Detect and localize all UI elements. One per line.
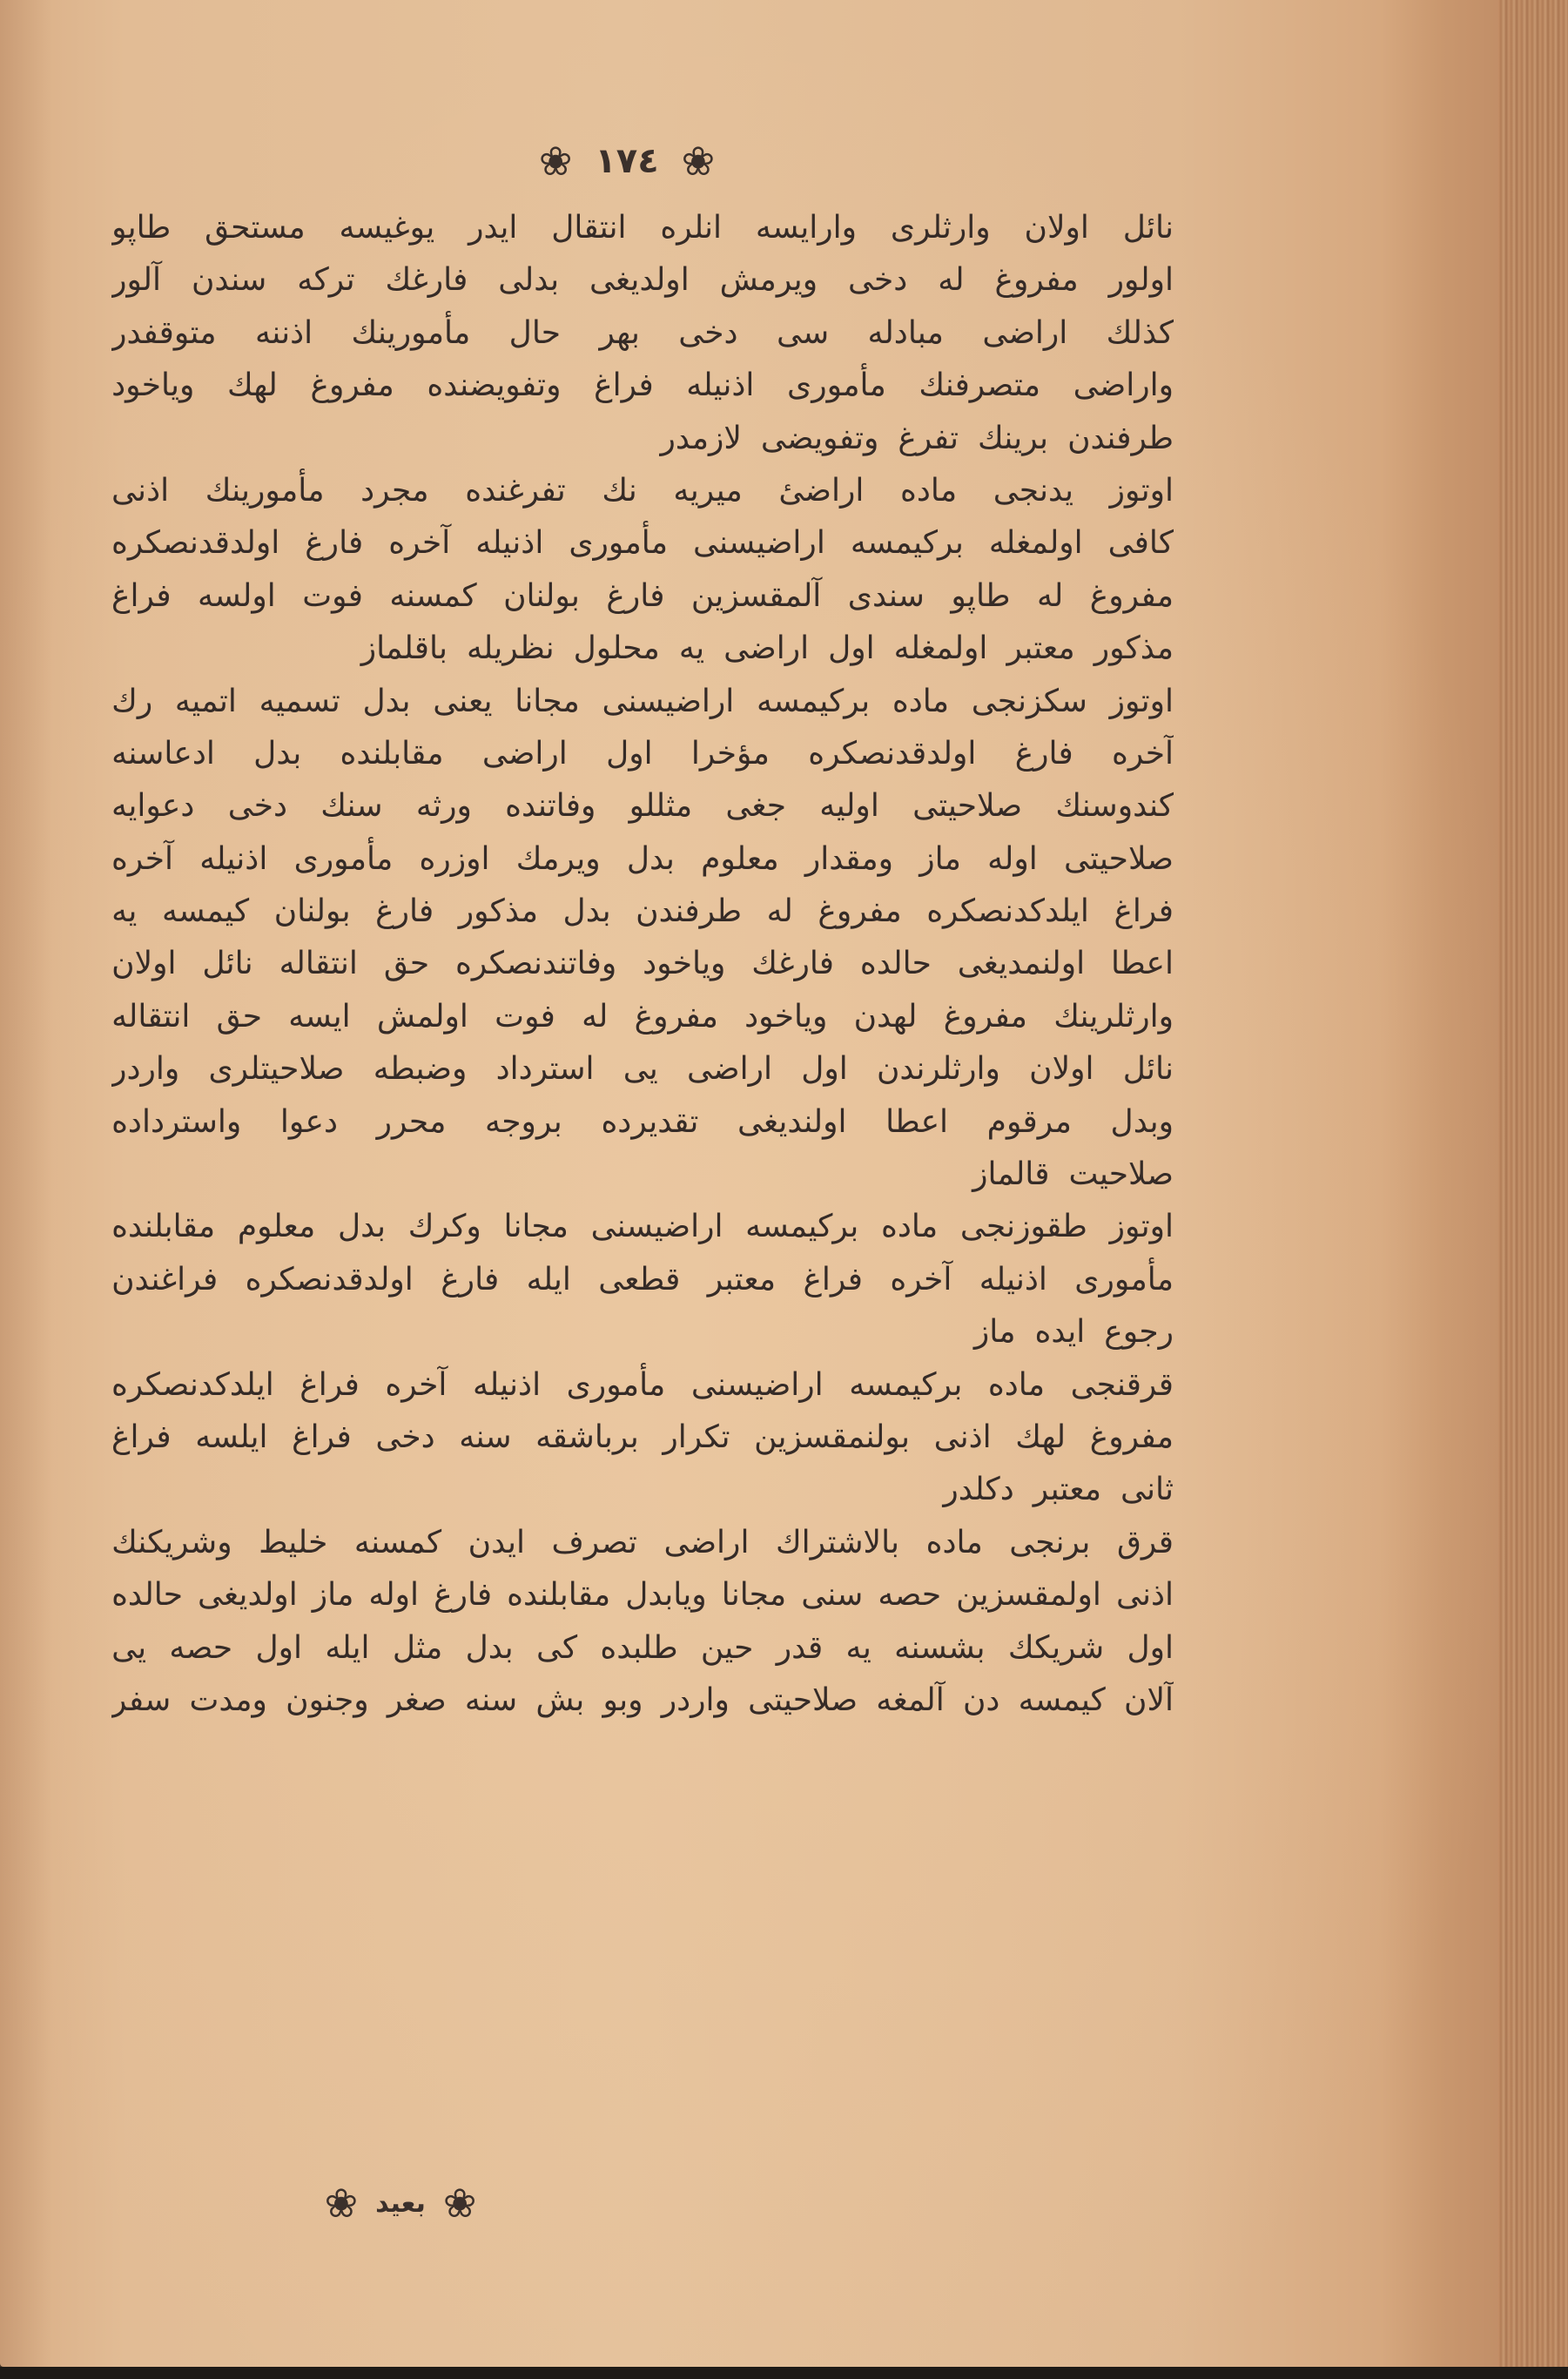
text-line: صلاحیتی اوله ماز ومقدار معلوم بدل ویرمك اوزره مأموری اذنیله آخره xyxy=(111,840,1174,877)
text-line: کذلك اراضی مبادله سی دخی بهر حال مأمورینك اذننه متوقفدر xyxy=(111,314,1174,351)
text-line: نائل اولان وارثلرندن اول اراضی یی استرداد وضبطه صلاحیتلری واردر xyxy=(111,1051,1174,1088)
text-line: مفروغ لهك اذنی بولنمقسزین تکرار برباشقه سنه دخی فراغ ایلسه فراغ xyxy=(111,1419,1174,1455)
text-line: اوتوز طقوزنجی ماده برکیمسه اراضیسنی مجانا وکرك بدل معلوم مقابلنده xyxy=(111,1209,1174,1245)
text-line: صلاحیت قالماز xyxy=(972,1156,1174,1193)
spine-shadow xyxy=(0,0,52,2367)
text-line: ثانی معتبر دکلدر xyxy=(943,1472,1174,1508)
text-line: مفروغ له طاپو سندی آلمقسزین فارغ بولنان کمسنه فوت اولسه فراغ xyxy=(111,577,1174,614)
ornament-right-icon: ❀ xyxy=(681,138,716,185)
text-line: فراغ ایلدکدنصکره مفروغ له طرفندن بدل مذکور فارغ بولنان کیمسه یه xyxy=(111,893,1174,930)
text-line: واراضی متصرفنك مأموری اذنیله فراغ وتفویضنده مفروغ لهك ویاخود xyxy=(111,367,1174,404)
text-line: آخره فارغ اولدقدنصکره مؤخرا اول اراضی مقابلنده بدل ادعاسنه xyxy=(111,735,1174,772)
scan-background xyxy=(0,2367,1568,2379)
text-line: مأموری اذنیله آخره فراغ معتبر قطعی ایله فارغ اولدقدنصکره فراغندن xyxy=(111,1261,1174,1297)
ornament-left-icon: ❀ xyxy=(538,138,573,185)
text-line: اوتوز یدنجی ماده اراضیٔ میریه نك تفرغنده مجرد مأمورینك اذنی xyxy=(111,472,1174,509)
text-line: وارثلرینك مفروغ لهدن ویاخود مفروغ له فوت اولمش ایسه حق انتقاله xyxy=(111,998,1174,1034)
text-line: مذکور معتبر اولمغله اول اراضی یه محلول نظریله باقلماز xyxy=(360,630,1174,667)
ornament-left-icon: ❀ xyxy=(324,2180,359,2227)
text-line: اولور مفروغ له دخی ویرمش اولدیغی بدلی فارغك ترکه سندن آلور xyxy=(111,262,1174,299)
text-line: آلان کیمسه دن آلمغه صلاحیتی واردر وبو بش سنه صغر وجنون ومدت سفر xyxy=(111,1681,1174,1718)
text-line: رجوع ایده ماز xyxy=(973,1314,1174,1351)
text-line: اوتوز سکزنجی ماده برکیمسه اراضیسنی مجانا یعنی بدل تسمیه اتمیه رك xyxy=(111,683,1174,719)
body-text xyxy=(111,202,1174,1727)
text-line: کافی اولمغله برکیمسه اراضیسنی مأموری اذنیله آخره فارغ اولدقدنصکره xyxy=(111,525,1174,562)
text-line: کندوسنك صلاحیتی اولیه جغی مثللو وفاتنده ورثه سنك دخی دعوایه xyxy=(111,788,1174,825)
text-line: اول شریکك بشسنه یه قدر حین طلبده کی بدل مثل ایله اول حصه یی xyxy=(111,1629,1174,1666)
page-footer xyxy=(313,2177,488,2229)
catchword: بعيد xyxy=(375,2187,426,2219)
ornament-right-icon: ❀ xyxy=(442,2180,477,2227)
text-line: طرفندن برینك تفرغ وتفویضی لازمدر xyxy=(660,420,1174,456)
text-line: قرق برنجی ماده بالاشتراك اراضی تصرف ایدن کمسنه خلیط وشریکنك xyxy=(111,1524,1174,1560)
page-edge xyxy=(1498,0,1568,2367)
page-number: ١٧٤ xyxy=(595,141,659,181)
text-line: اعطا اولنمدیغی حالده فارغك ویاخود وفاتندنصکره حق انتقاله نائل اولان xyxy=(111,946,1174,982)
text-line: قرقنجی ماده برکیمسه اراضیسنی مأموری اذنیله آخره فراغ ایلدکدنصکره xyxy=(111,1366,1174,1403)
text-line: اذنی اولمقسزین حصه سنی مجانا ویابدل مقابلنده فارغ اوله ماز اولدیغی حالده xyxy=(111,1577,1174,1614)
text-line: نائل اولان وارثلری وارایسه انلره انتقال ایدر یوغیسه مستحق طاپو xyxy=(111,210,1174,246)
text-line: وبدل مرقوم اعطا اولندیغی تقدیرده بروجه محرر دعوا واسترداده xyxy=(111,1103,1174,1140)
page-header xyxy=(522,131,731,192)
